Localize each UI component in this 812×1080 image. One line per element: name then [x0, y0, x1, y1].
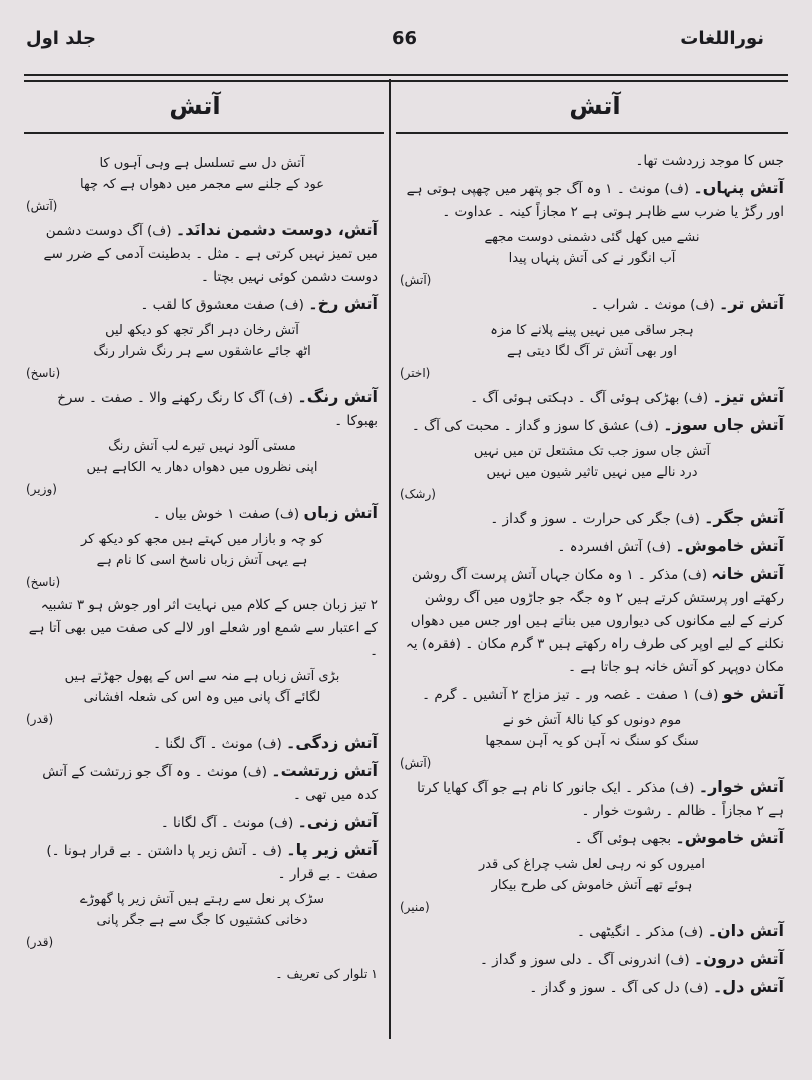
- entry-definition: (ف) جگر کی حرارت ۔ سوز و گداز ۔: [490, 511, 700, 527]
- verse-line: دخانی کشتیوں کا جگ سے ہے جگر پانی: [96, 913, 308, 928]
- dictionary-entry: [26, 731, 378, 756]
- verse-source: (قدر): [26, 935, 54, 949]
- entry-headword: آتش زدگی۔: [286, 733, 378, 752]
- verse-source: (آتش): [26, 199, 58, 213]
- top-rule: [24, 74, 788, 76]
- verse-line: ہوئے تھے آتش خاموش کی طرح بیکار: [491, 878, 693, 893]
- entry-definition: بجھی ہوئی آگ ۔: [574, 831, 672, 847]
- entry-headword: آتش خو: [722, 684, 784, 703]
- entry-definition: (ف ۔ آتش زیر پا داشتن ۔ بے قرار ہونا ۔) صفت ۔ بے قرار ۔: [46, 843, 378, 882]
- dictionary-entry: [400, 506, 784, 531]
- dictionary-entry: [400, 826, 784, 851]
- dictionary-entry: [400, 150, 784, 173]
- dictionary-entry: [400, 385, 784, 410]
- verse-line: اور بھی آتش تر آگ لگا دیتی ہے: [507, 344, 677, 359]
- verse-line: ہے یہی آتش زباں ناسخ اسی کا نام ہے: [96, 553, 308, 568]
- entry-headword: آتش جگر۔: [704, 508, 784, 527]
- entry-headword: آتش زباں: [303, 503, 378, 522]
- verse-source: (آتش): [400, 756, 432, 770]
- dictionary-entry: [400, 682, 784, 707]
- verse-line: کو چہ و بازار میں کہتے ہیں مجھ کو دیکھ کر: [80, 532, 324, 547]
- entry-definition: جس کا موجد زردشت تھا۔: [635, 153, 784, 169]
- dictionary-entry: [400, 176, 784, 224]
- left-column: [26, 150, 378, 985]
- left-column-heading: آتش: [169, 92, 221, 120]
- dictionary-entry: [400, 775, 784, 823]
- verse-line: درد نالے میں نہیں تاثیر شیون میں نہیں: [486, 465, 698, 480]
- top-rule-inner: [24, 80, 788, 82]
- column-divider: [389, 79, 391, 1039]
- verse-line: سنگ کو سنگ نہ آہن کو یہ آہن سمجھا: [485, 734, 699, 749]
- verse-line: بڑی آتش زباں ہے منہ سے اس کے پھول جھڑتے ہیں: [64, 669, 340, 684]
- verse-line: نشے میں کھل گئی دشمنی دوست مجھے: [484, 230, 700, 245]
- dictionary-entry: [400, 534, 784, 559]
- dictionary-entry: [26, 838, 378, 886]
- entry-definition: (ف) آگ کا رنگ رکھنے والا ۔ صفت ۔ سرخ بھبوکا ۔: [57, 390, 378, 429]
- right-column-heading: آتش: [569, 92, 621, 120]
- entry-definition: (ف) مونث ۔ شراب ۔: [590, 297, 715, 313]
- volume-label: جلد اول: [26, 28, 96, 49]
- verse-line: سڑک پر نعل سے رہتے ہیں آتش زیر پا گھوڑے: [79, 892, 325, 907]
- entry-definition: (ف) صفت ١ خوش بیاں ۔: [152, 506, 300, 522]
- entry-definition: (ف) مذکر ۔ ایک جانور کا نام ہے جو آگ کھایا کرتا ہے ٢ مجازاً ۔ ظالم ۔ رشوت خوار ۔: [417, 780, 784, 819]
- entry-headword: آتش درون۔: [693, 949, 784, 968]
- entry-definition: (ف) مونث ۔ آگ لگنا ۔: [153, 736, 282, 752]
- entry-definition: (ف) صفت معشوق کا لقب ۔: [140, 297, 304, 313]
- entry-definition: (ف) بھڑکی ہوئی آگ ۔ دہکتی ہوئی آگ ۔: [470, 390, 709, 406]
- dictionary-entry: [26, 501, 378, 526]
- entry-definition: (ف) مونث ۔ ١ وہ آگ جو پتھر میں چھپی ہوتی ہے اور رگڑ یا ضرب سے ظاہر ہوتی ہے ٢ مجازاً کینہ ۔ عداوت ۔: [406, 181, 784, 220]
- dictionary-entry: [26, 759, 378, 807]
- verse-source: (آتش): [400, 273, 432, 287]
- entry-definition: (ف) مونث ۔ وہ آگ جو زرتشت کے آتش کدہ میں تھی ۔: [42, 764, 378, 803]
- entry-definition: (ف) دل کی آگ ۔ سوز و گداز ۔: [529, 980, 709, 996]
- verse-source: (منیر): [400, 900, 430, 914]
- entry-definition: (ف) ١ صفت ۔ غصہ ور ۔ تیز مزاج ٢ آتشیں ۔ گرم ۔: [422, 687, 719, 703]
- entry-headword: آتش جاں سوز۔: [663, 415, 784, 434]
- verse-line: موم دونوں کو کیا نالۂ آتش خو نے: [502, 713, 682, 728]
- entry-headword: آتش دان۔: [707, 921, 784, 940]
- verse-line: آب انگور نے کی آتش پنہاں پیدا: [508, 251, 676, 266]
- verse-line: مستی آلود نہیں تیرے لب آتش رنگ: [108, 439, 296, 454]
- dictionary-entry: [26, 385, 378, 433]
- dictionary-entry: [400, 919, 784, 944]
- entry-headword: آتش زیر پا۔: [286, 840, 378, 859]
- verse-line: آتش دل سے تسلسل ہے وہی آہوں کا: [99, 156, 305, 171]
- verse-line: آتش رخان دہر اگر تجھ کو دیکھ لیں: [105, 323, 299, 338]
- dictionary-entry: [400, 975, 784, 1000]
- entry-headword: آتش زرتشت۔: [271, 761, 378, 780]
- dictionary-entry: [400, 562, 784, 679]
- page-number: 66: [392, 28, 418, 49]
- entry-headword: آتش خاموش۔: [675, 828, 784, 847]
- dictionary-entry: [400, 413, 784, 438]
- entry-definition: (ف) آگ دوست دشمن میں تمیز نہیں کرتی ہے ۔ مثل ۔ بدطینت آدمی کے ضرر سے دوست دشمن کوئی نہیں بچتا ۔: [43, 223, 378, 285]
- dictionary-entry: [400, 292, 784, 317]
- dictionary-entry: [26, 292, 378, 317]
- entry-headword: آتش زنی۔: [297, 812, 378, 831]
- entry-headword: آتش رخ۔: [308, 294, 378, 313]
- verse-line: ہجر ساقی میں نہیں پینے پلانے کا مزہ: [490, 323, 694, 338]
- verse-line: اپنی نظروں میں دھواں دھار یہ الکاہے ہیں: [86, 460, 318, 475]
- entry-definition: ٢ تیز زبان جس کے کلام میں نہایت اثر اور جوش ہو ٣ تشبیہ کے اعتبار سے شمع اور شعلے اور لالے کی صفت میں بھی آتا ہے ۔: [28, 597, 378, 659]
- entry-definition: (ف) مذکر ۔ انگیٹھی ۔: [577, 924, 704, 940]
- entry-definition: (ف) مذکر ۔ ١ وہ مکان جہاں آتش پرست آگ روشن رکھتے اور پرستش کرتے ہیں ٢ وہ جگہ جو جاڑوں میں آگ روشن کرنے کے لیے مکانوں کی دیواروں میں بناتے ہیں اور جس میں دھواں نکلنے کے لیے اوپر کی طرف راہ رکھتے ہیں ٣ گرم مکان ۔ (فقرہ) یہ مکان دوپہر کو آتش خانہ ہو جاتا ہے ۔: [405, 567, 784, 675]
- entry-headword: آتش خوار۔: [698, 777, 784, 796]
- verse-source: (قدر): [26, 712, 54, 726]
- dictionary-entry: [26, 810, 378, 835]
- dictionary-entry: [400, 947, 784, 972]
- verse-source: (رشک): [400, 487, 436, 501]
- entry-headword: آتش رنگ۔: [297, 387, 378, 406]
- verse-source: (ناسخ): [26, 366, 61, 380]
- verse-line: اٹھ جائے عاشقوں سے ہر رنگ شرار رنگ: [93, 344, 311, 359]
- entry-definition: (ف) عشق کا سوز و گداز ۔ محبت کی آگ ۔: [411, 418, 659, 434]
- dictionary-entry: [26, 218, 378, 289]
- entry-headword: آتش پنہاں۔: [693, 178, 784, 197]
- entry-headword: آتش تر۔: [718, 294, 784, 313]
- verse-source: (اختر): [400, 366, 431, 380]
- entry-definition: (ف) آتش افسردہ ۔: [557, 539, 672, 555]
- entry-definition: (ف) مونث ۔ آگ لگانا ۔: [160, 815, 294, 831]
- right-column: [400, 150, 784, 1003]
- verse-line: آتش جاں سوز جب تک مشتعل تن میں نہیں: [473, 444, 711, 459]
- verse-line: عود کے جلنے سے مجمر میں دھواں ہے کہ چھا: [79, 177, 325, 192]
- right-heading-rule: [396, 132, 788, 134]
- entry-headword: آتش دل۔: [712, 977, 784, 996]
- entry-headword: آتش خاموش۔: [675, 536, 784, 555]
- verse-line: لگائے آگ پانی میں وہ اس کی شعلہ افشانی: [83, 690, 321, 705]
- entry-headword: آتش خانہ: [711, 564, 784, 583]
- verse-source: (وزیر): [26, 482, 57, 496]
- dictionary-entry: [26, 594, 378, 663]
- left-heading-rule: [24, 132, 384, 134]
- entry-headword: آتش تیز۔: [712, 387, 784, 406]
- entry-definition: (ف) اندرونی آگ ۔ دلی سوز و گداز ۔: [479, 952, 690, 968]
- book-title: نوراللغات: [680, 28, 764, 49]
- entry-headword: آتش، دوست دشمن ندانَد۔: [175, 220, 378, 239]
- verse-source: (ناسخ): [26, 575, 61, 589]
- footnote: ١ تلوار کی تعریف ۔: [275, 966, 378, 981]
- verse-line: امیروں کو نہ رہی لعل شب چراغ کی قدر: [478, 857, 706, 872]
